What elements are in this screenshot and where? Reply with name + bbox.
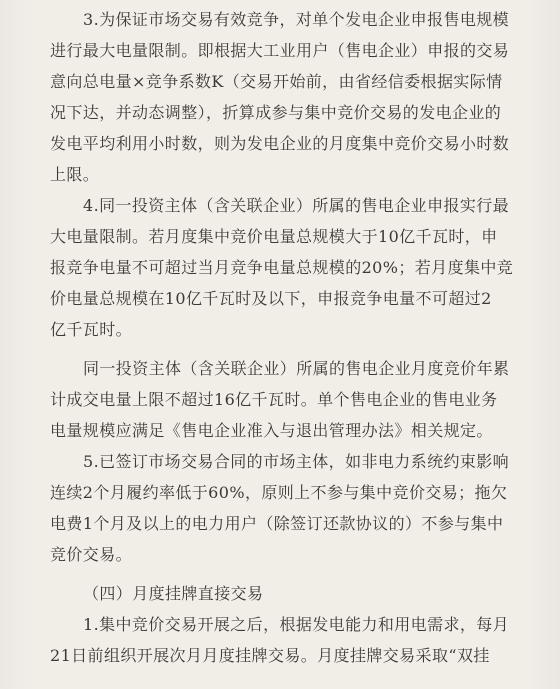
text-line: 5.已签订市场交易合同的市场主体，如非电力系统约束影响 <box>83 452 510 471</box>
text-line: 电量规模应满足《售电企业准入与退出管理办法》相关规定。 <box>50 421 493 440</box>
text-line: 4.同一投资主体（含关联企业）所属的售电企业申报实行最 <box>83 196 510 215</box>
text-line: 报竞争电量不可超过当月竞争电量总规模的20%；若月度集中竞 <box>50 258 514 277</box>
text-line: 3.为保证市场交易有效竞争，对单个发电企业申报售电规模 <box>83 10 510 29</box>
text-line: 上限。 <box>50 165 100 184</box>
text-line: 电费1个月及以上的电力用户（除签订还款协议的）不参与集中 <box>50 514 504 533</box>
text-line: （四）月度挂牌直接交易 <box>83 584 264 603</box>
text-line: 连续2个月履约率低于60%，原则上不参与集中竞价交易；拖欠 <box>50 483 508 502</box>
text-line: 亿千瓦时。 <box>50 320 133 339</box>
text-line: 进行最大电量限制。即根据大工业用户（售电企业）申报的交易 <box>50 41 510 60</box>
text-line: 计成交电量上限不超过16亿千瓦时。单个售电企业的售电业务 <box>50 390 498 409</box>
text-line: 21日前组织开展次月月度挂牌交易。月度挂牌交易采取“双挂 <box>50 646 490 665</box>
text-line: 价电量总规模在10亿千瓦时及以下，申报竞争电量不可超过2 <box>50 289 492 308</box>
text-line: 大电量限制。若月度集中竞价电量总规模大于10亿千瓦时，申 <box>50 227 498 246</box>
text-line: 1.集中竞价交易开展之后，根据发电能力和用电需求，每月 <box>83 615 510 634</box>
text-line: 发电平均利用小时数，则为发电企业的月度集中竞价交易小时数 <box>50 134 510 153</box>
text-line: 意向总电量×竞争系数K（交易开始前，由省经信委根据实际情 <box>50 72 503 91</box>
document-body <box>50 4 514 671</box>
text-line: 况下达，并动态调整），折算成参与集中竞价交易的发电企业的 <box>50 103 502 122</box>
text-line: 同一投资主体（含关联企业）所属的售电企业月度竞价年累 <box>83 359 510 378</box>
text-line: 竞价交易。 <box>50 545 133 564</box>
